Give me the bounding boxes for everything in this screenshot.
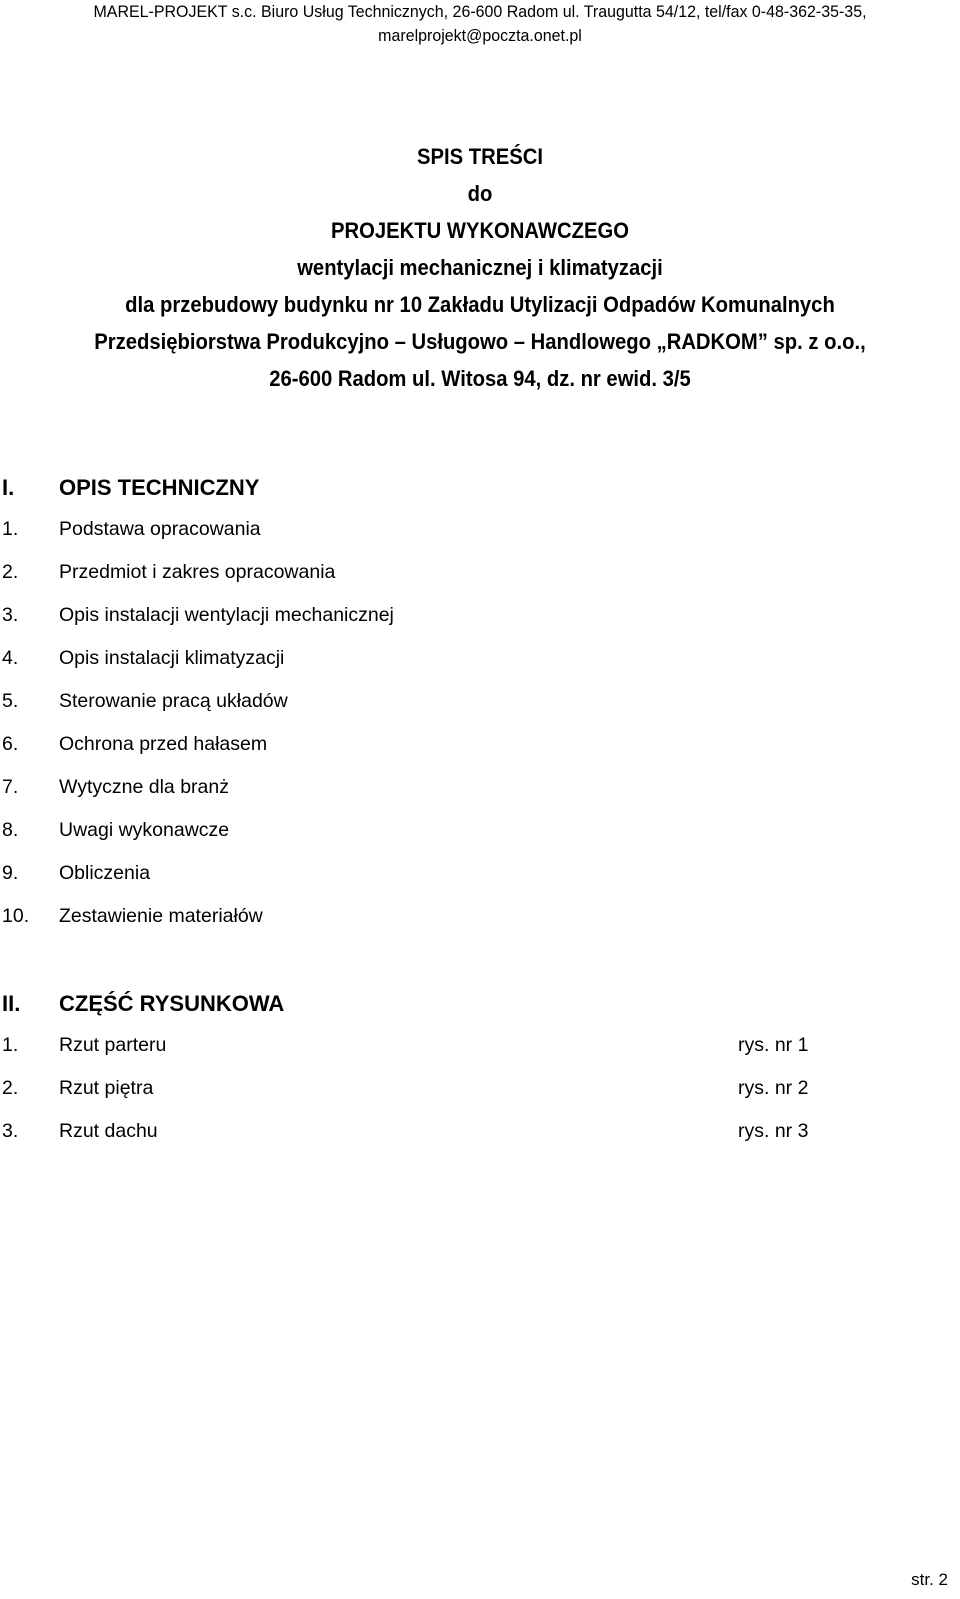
drawing-item bbox=[0, 1110, 960, 1153]
toc-item-number: 10. bbox=[2, 905, 30, 927]
section-number: II. bbox=[2, 991, 21, 1016]
drawing-reference: rys. nr 3 bbox=[738, 1120, 809, 1142]
drawing-label: Rzut parteru bbox=[59, 1034, 167, 1056]
section-title: CZĘŚĆ RYSUNKOWA bbox=[59, 991, 285, 1016]
letterhead-email: marelprojekt@poczta.onet.pl bbox=[378, 26, 582, 45]
page-number: str. 2 bbox=[911, 1570, 948, 1589]
toc-item bbox=[0, 809, 960, 852]
toc-item bbox=[0, 852, 960, 895]
toc-item-number: 1. bbox=[2, 1034, 19, 1056]
toc-item-number: 2. bbox=[2, 561, 19, 583]
toc-item bbox=[0, 895, 960, 938]
title-line: 26-600 Radom ul. Witosa 94, dz. nr ewid. 3/5 bbox=[269, 366, 691, 391]
title-line: Przedsiębiorstwa Produkcyjno – Usługowo – Handlowego „RADKOM” sp. z o.o., bbox=[94, 329, 866, 354]
drawing-label: Rzut dachu bbox=[59, 1120, 158, 1142]
letterhead-address: MAREL-PROJEKT s.c. Biuro Usług Technicznych, 26-600 Radom ul. Traugutta 54/12, tel/fax 0-48-362-35-35, bbox=[93, 2, 867, 21]
title-line: SPIS TREŚCI bbox=[417, 144, 543, 169]
toc-item-label: Opis instalacji klimatyzacji bbox=[59, 647, 285, 669]
toc-item-label: Uwagi wykonawcze bbox=[59, 819, 230, 841]
letterhead bbox=[29, 0, 931, 48]
toc-item-label: Sterowanie pracą układów bbox=[59, 690, 288, 712]
toc-item bbox=[0, 594, 960, 637]
toc-item bbox=[0, 766, 960, 809]
title-line: PROJEKTU WYKONAWCZEGO bbox=[331, 218, 629, 243]
toc-item-number: 3. bbox=[2, 604, 19, 626]
toc-item-label: Zestawienie materiałów bbox=[59, 905, 263, 927]
toc-item bbox=[0, 508, 960, 551]
toc-item-label: Wytyczne dla branż bbox=[59, 776, 229, 798]
toc-item-number: 2. bbox=[2, 1077, 19, 1099]
title-line: do bbox=[467, 181, 493, 206]
toc-item bbox=[0, 637, 960, 680]
toc-item-label: Ochrona przed hałasem bbox=[59, 733, 268, 755]
section-number: I. bbox=[2, 475, 15, 500]
document-title bbox=[38, 138, 921, 397]
toc-item-number: 1. bbox=[2, 518, 19, 540]
title-line: wentylacji mechanicznej i klimatyzacji bbox=[297, 255, 663, 280]
toc-item-number: 8. bbox=[2, 819, 19, 841]
title-line: dla przebudowy budynku nr 10 Zakładu Utylizacji Odpadów Komunalnych bbox=[125, 292, 835, 317]
toc-item-number: 5. bbox=[2, 690, 19, 712]
drawing-item bbox=[0, 1024, 960, 1067]
section-technical-description bbox=[0, 468, 960, 938]
toc-item-label: Obliczenia bbox=[59, 862, 151, 884]
toc-item bbox=[0, 723, 960, 766]
toc-item-number: 6. bbox=[2, 733, 19, 755]
toc-item-label: Opis instalacji wentylacji mechanicznej bbox=[59, 604, 394, 626]
drawing-item bbox=[0, 1067, 960, 1110]
toc-item bbox=[0, 551, 960, 594]
toc-item-number: 3. bbox=[2, 1120, 19, 1142]
toc-item bbox=[0, 680, 960, 723]
toc-item-label: Podstawa opracowania bbox=[59, 518, 261, 540]
section-heading bbox=[0, 468, 960, 508]
toc-item-number: 4. bbox=[2, 647, 19, 669]
section-title: OPIS TECHNICZNY bbox=[59, 475, 260, 500]
toc-item-label: Przedmiot i zakres opracowania bbox=[59, 561, 336, 583]
toc-item-number: 9. bbox=[2, 862, 19, 884]
drawing-reference: rys. nr 2 bbox=[738, 1077, 809, 1099]
section-drawings bbox=[0, 984, 960, 1153]
drawing-reference: rys. nr 1 bbox=[738, 1034, 809, 1056]
toc-item-number: 7. bbox=[2, 776, 19, 798]
section-heading bbox=[0, 984, 960, 1024]
drawing-label: Rzut piętra bbox=[59, 1077, 154, 1099]
